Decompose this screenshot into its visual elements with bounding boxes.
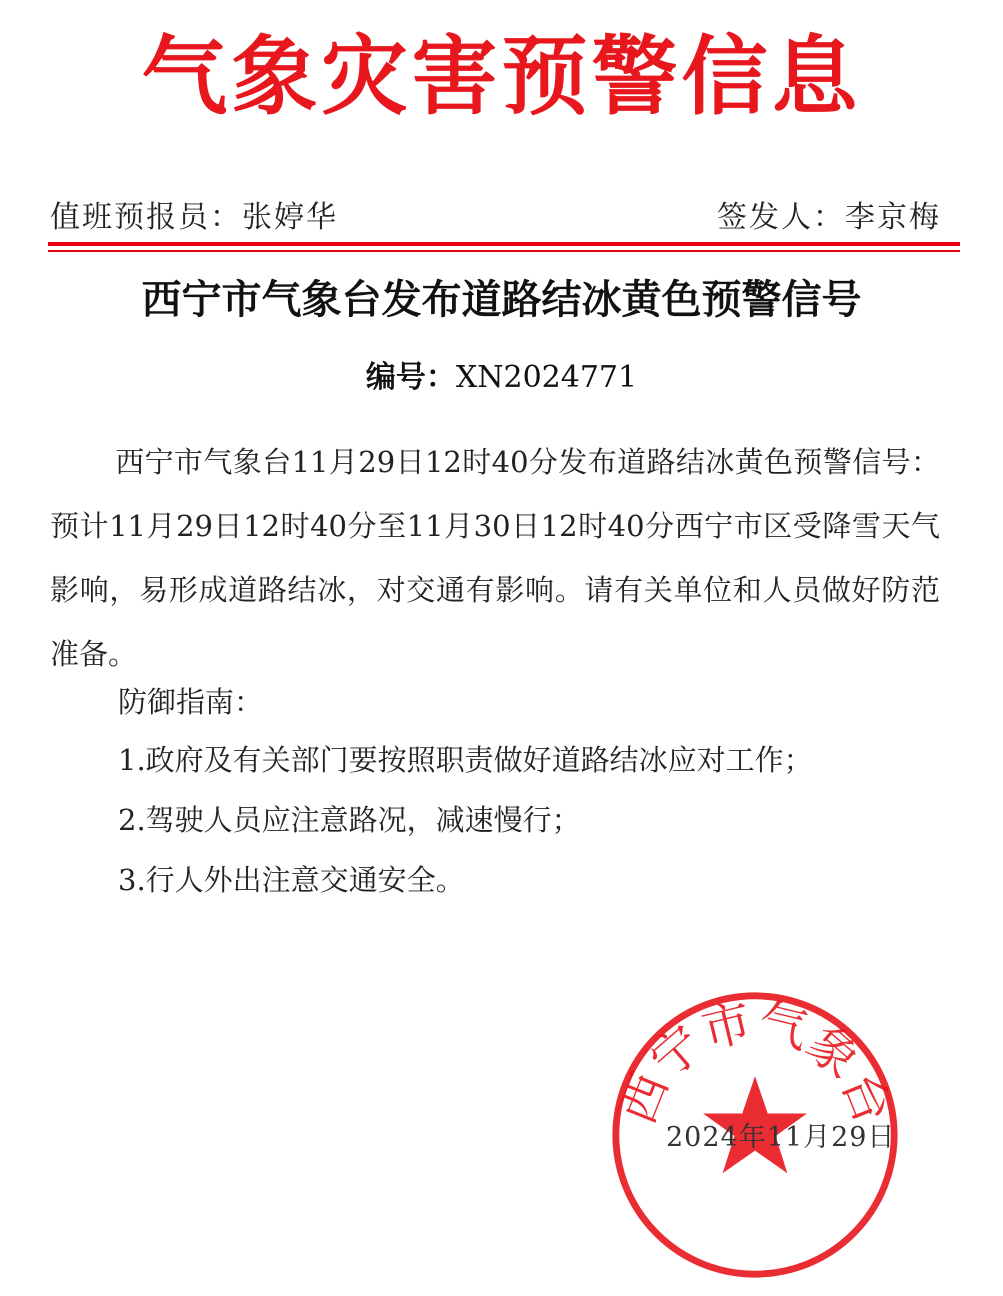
seal-text: 西宁市气象台: [608, 992, 902, 1132]
masthead-title: 气象灾害预警信息: [141, 27, 862, 127]
red-divider-thick: [48, 242, 960, 246]
forecaster-line: 值班预报员：张婷华: [50, 200, 338, 235]
document-number: [0, 356, 1003, 400]
signer-line: 签发人：李京梅: [717, 200, 941, 235]
guide-item: 3.行人外出注意交通安全。: [118, 863, 465, 897]
guide-item: 1.政府及有关部门要按照职责做好道路结冰应对工作；: [118, 743, 813, 777]
document-number-value: XN2024771: [455, 360, 638, 395]
document-number-label: 编号：: [365, 360, 456, 395]
defense-guide-heading: 防御指南：: [118, 685, 264, 719]
warning-body: 西宁市气象台11月29日12时40分发布道路结冰黄色预警信号：预计11月29日12时40分至11月30日12时40分西宁市区受降雪天气影响，易形成道路结冰，对交通有影响。请有关单位和人员做好防范准备。: [50, 445, 940, 671]
guide-item: 2.驾驶人员应注意路况，减速慢行；: [118, 803, 581, 837]
red-divider-thin: [48, 250, 960, 252]
issue-date: 2024年11月29日: [666, 1122, 896, 1153]
document-title: 西宁市气象台发布道路结冰黄色预警信号: [141, 277, 862, 323]
